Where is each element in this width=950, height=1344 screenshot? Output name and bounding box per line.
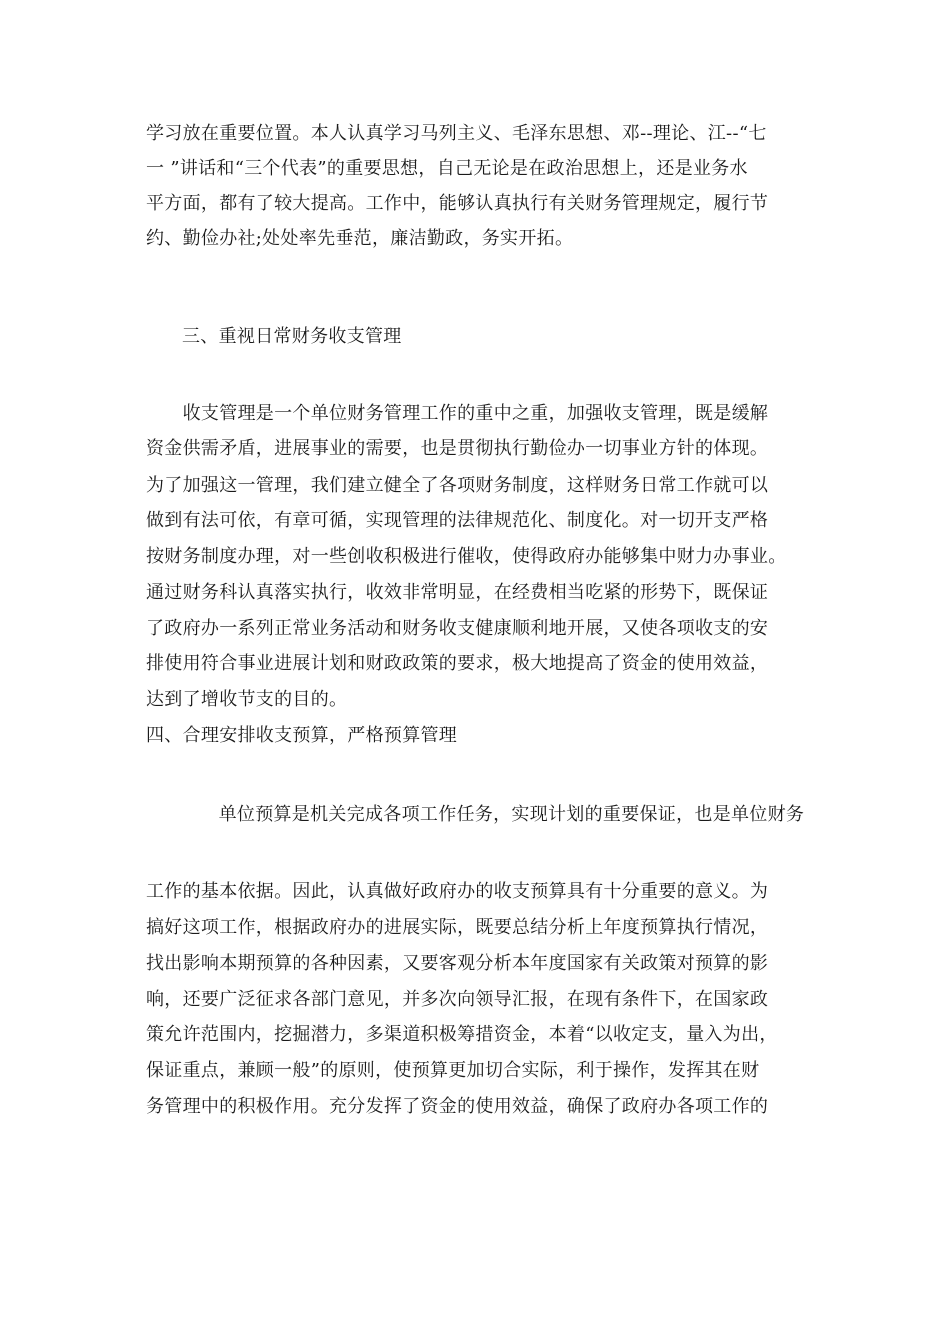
text-line: 排使用符合事业进展计划和财政政策的要求，极大地提高了资金的使用效益， [146, 653, 769, 674]
section-heading: 三、重视日常财务收支管理 [182, 326, 402, 347]
text-line: 约、勤俭办社;处处率先垂范，廉洁勤政，务实开拓。 [146, 228, 574, 249]
text-line: 资金供需矛盾，进展事业的需要，也是贯彻执行勤俭办一切事业方针的体现。 [146, 438, 769, 459]
text-line: 工作的基本依据。因此，认真做好政府办的收支预算具有十分重要的意义。为 [146, 881, 769, 902]
text-line: 学习放在重要位置。本人认真学习马列主义、毛泽东思想、邓--理论、江--“七 [146, 123, 767, 144]
text-line: 达到了增收节支的目的。 [146, 689, 348, 710]
text-line: 策允许范围内，挖掘潜力，多渠道积极筹措资金，本着“以收定支，量入为出， [146, 1024, 778, 1045]
text-line: 响，还要广泛征求各部门意见，并多次向领导汇报，在现有条件下，在国家政 [146, 989, 769, 1010]
text-line: 搞好这项工作，根据政府办的进展实际，既要总结分析上年度预算执行情况， [146, 917, 769, 938]
text-line: 保证重点，兼顾一般”的原则，使预算更加切合实际，利于操作，发挥其在财 [146, 1060, 760, 1081]
text-line: 一 ”讲话和“三个代表”的重要思想，自己无论是在政治思想上，还是业务水 [146, 158, 748, 179]
text-line: 平方面，都有了较大提高。工作中，能够认真执行有关财务管理规定，履行节 [146, 193, 769, 214]
text-line: 四、合理安排收支预算，严格预算管理 [146, 725, 458, 746]
text-line: 做到有法可依，有章可循，实现管理的法律规范化、制度化。对一切开支严格 [146, 510, 769, 531]
section-heading: 单位预算是机关完成各项工作任务，实现计划的重要保证，也是单位财务 [182, 804, 805, 825]
text-line: 了政府办一系列正常业务活动和财务收支健康顺利地开展，又使各项收支的安 [146, 618, 769, 639]
text-line: 收支管理是一个单位财务管理工作的重中之重，加强收支管理，既是缓解 [146, 403, 769, 424]
text-line: 通过财务科认真落实执行，收效非常明显，在经费相当吃紧的形势下，既保证 [146, 582, 769, 603]
text-line: 找出影响本期预算的各种因素，又要客观分析本年度国家有关政策对预算的影 [146, 953, 769, 974]
text-line: 按财务制度办理，对一些创收积极进行催收，使得政府办能够集中财力办事业。 [146, 546, 787, 567]
text-line: 务管理中的积极作用。充分发挥了资金的使用效益，确保了政府办各项工作的 [146, 1096, 769, 1117]
text-line: 为了加强这一管理，我们建立健全了各项财务制度，这样财务日常工作就可以 [146, 475, 769, 496]
